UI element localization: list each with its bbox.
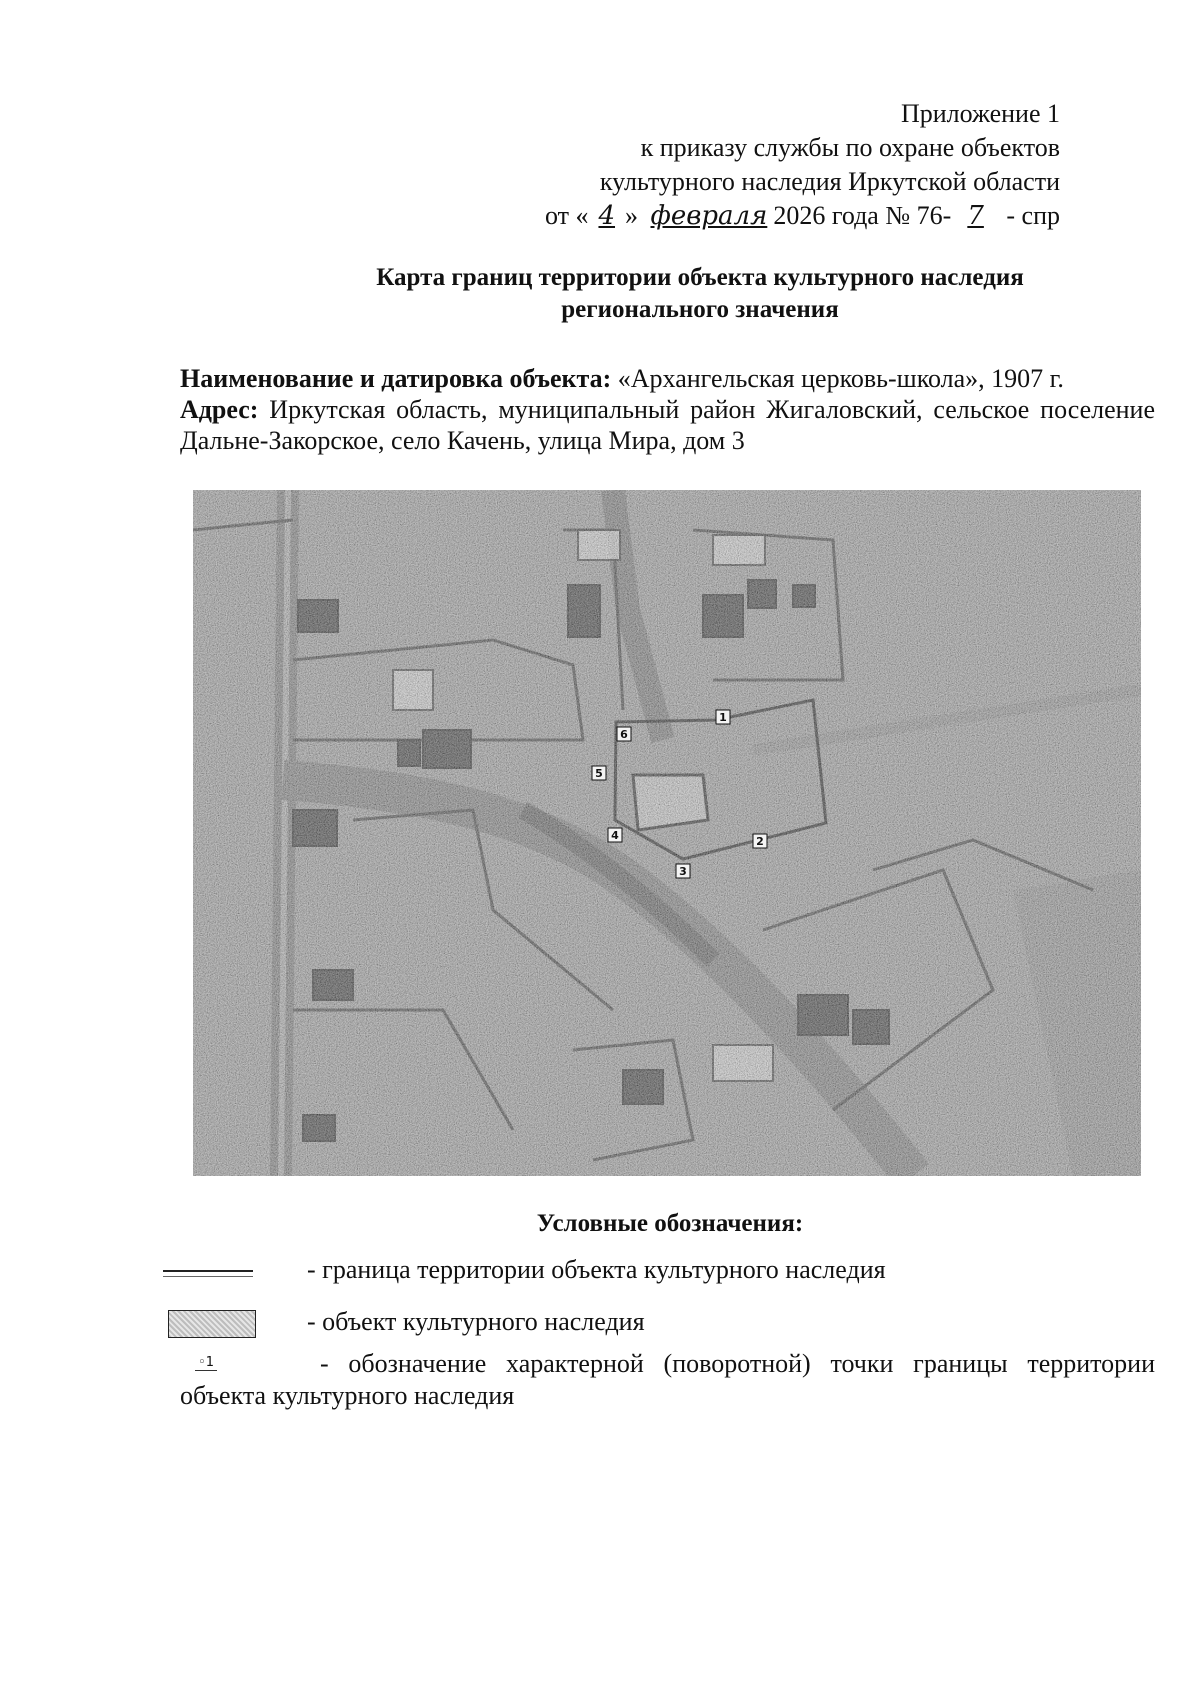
boundary-point-label: 1 [719, 711, 727, 724]
satellite-map [193, 490, 1141, 1176]
legend-heritage-object-symbol [168, 1310, 256, 1338]
boundary-point-label: 6 [620, 728, 628, 741]
object-info [180, 363, 1155, 456]
object-name-line [180, 363, 1155, 394]
boundary-point-4 [608, 828, 622, 842]
handwritten-order-number: 7 [967, 201, 984, 231]
point-circle-icon: ◦ [198, 1355, 206, 1370]
boundary-point-label: 3 [679, 865, 687, 878]
object-address-value: Иркутская область, муниципальный район Жигаловский, сельское поселение Дальне-Закорское, село Качень, улица Мира, дом 3 [180, 395, 1155, 455]
order-date-line: от « 4 » февраля 2026 года № 76- 7 - спр [544, 201, 1060, 231]
boundary-point-3 [676, 864, 690, 878]
boundary-point-label: 2 [756, 835, 764, 848]
document-title: Карта границ территории объекта культурного наследия регионального значения [376, 264, 1024, 323]
boundary-point-6 [617, 727, 631, 741]
legend-point-text: - обозначение характерной (поворотной) точки границы территории объекта культурного наследия [180, 1349, 1155, 1410]
boundary-point-label: 4 [611, 829, 619, 842]
appendix-number: Приложение 1 [900, 99, 1060, 128]
object-name-label: Наименование и датировка объекта: [180, 364, 612, 393]
legend-title: Условные обозначения: [536, 1210, 804, 1237]
legend-boundary-line-symbol [163, 1270, 253, 1277]
order-reference: к приказу службы по охране объектов [640, 133, 1060, 162]
legend-boundary-text: - граница территории объекта культурного наследия [307, 1255, 886, 1284]
handwritten-day: 4 [598, 201, 616, 231]
authority-name: культурного наследия Иркутской области [599, 167, 1060, 196]
handwritten-month: февраля [650, 201, 768, 231]
object-name-value: «Архангельская церковь-школа», 1907 г. [617, 364, 1064, 393]
legend-heritage-object-text: - объект культурного наследия [307, 1307, 645, 1336]
object-address-line [180, 394, 1155, 456]
boundary-point-5 [592, 766, 606, 780]
boundary-point-2 [753, 834, 767, 848]
object-address-label: Адрес: [180, 395, 259, 424]
map-image [193, 490, 1141, 1176]
boundary-point-1 [716, 710, 730, 724]
boundary-point-label: 5 [595, 767, 603, 780]
point-symbol-label: 1 [205, 1355, 214, 1370]
appendix-header [545, 97, 1060, 233]
